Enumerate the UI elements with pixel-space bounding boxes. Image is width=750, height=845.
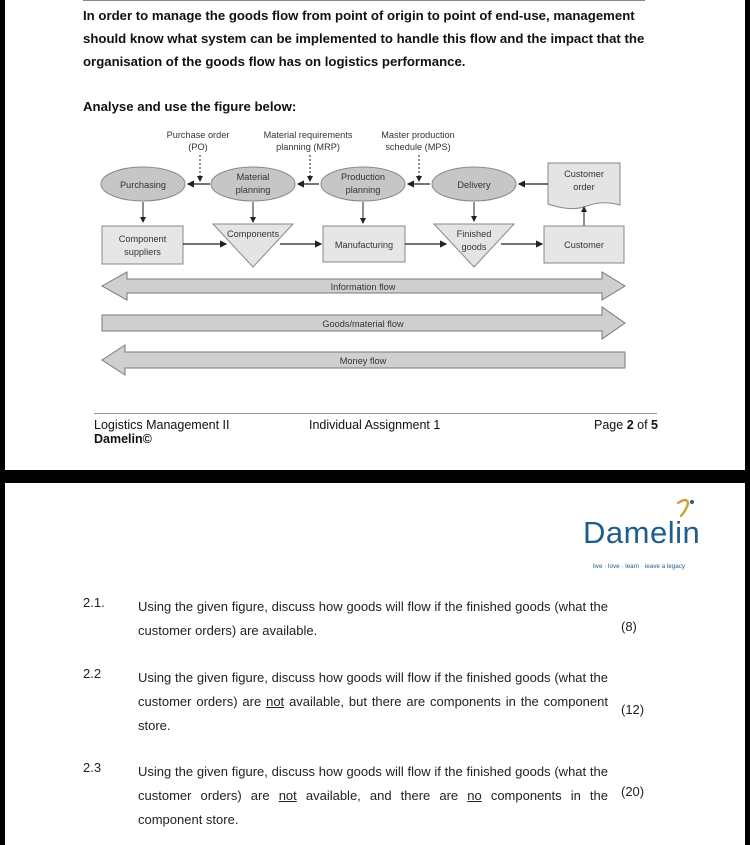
question-number: 2.3 <box>83 760 102 775</box>
customer-label: Customer <box>564 240 604 250</box>
footer-brand: Damelin© <box>94 432 152 446</box>
customer-order-label: Customer <box>564 169 604 179</box>
component-suppliers-box <box>102 226 183 264</box>
page-prefix: Page <box>594 418 624 432</box>
mrp-label: Material requirements <box>263 130 353 140</box>
po-label-abbr: (PO) <box>188 142 208 152</box>
document-page-3 <box>5 483 745 845</box>
logo-tagline: live · love · learn · leave a legacy <box>593 563 686 570</box>
goods-flow-label: Goods/material flow <box>322 319 404 329</box>
goods-flow-figure <box>5 0 745 410</box>
po-label: Purchase order <box>166 130 230 140</box>
footer-course: Logistics Management II <box>94 418 230 432</box>
components-label: Components <box>226 229 280 239</box>
page-total: 5 <box>651 418 658 432</box>
question-emphasis: not <box>266 694 285 709</box>
question-number: 2.1. <box>83 595 105 610</box>
document-page-2 <box>5 0 745 470</box>
page-of: of <box>637 418 648 432</box>
question-text-part: Using the given figure, discuss how goods will flow if the finished goods (what the customer orders) are <box>138 670 608 709</box>
footer-assignment: Individual Assignment 1 <box>309 418 441 432</box>
question-emphasis: not <box>278 788 297 803</box>
question-text-part: Using the given figure, discuss how goods will flow if the finished goods (what the customer orders) are <box>138 764 608 803</box>
component-suppliers-label: Component <box>118 234 167 244</box>
customer-order-label-2: order <box>573 182 595 192</box>
component-suppliers-label-2: suppliers <box>124 247 161 257</box>
delivery-label: Delivery <box>457 180 491 190</box>
material-planning-label: Material <box>236 172 270 182</box>
question-text-part: components in the component store. <box>138 788 608 827</box>
purchasing-label: Purchasing <box>120 180 166 190</box>
information-flow-label: Information flow <box>330 282 396 292</box>
question-marks: (20) <box>621 784 645 799</box>
page-current: 2 <box>626 418 634 432</box>
damelin-logo <box>583 497 723 573</box>
footer-left <box>94 418 230 446</box>
money-flow-label: Money flow <box>339 356 387 366</box>
finished-goods-label: Finished <box>456 229 492 239</box>
finished-goods-label-2: goods <box>461 242 487 252</box>
question-text <box>138 760 608 832</box>
question-marks: (8) <box>621 619 637 634</box>
footer-page-number <box>594 418 658 432</box>
mps-label-abbr: schedule (MPS) <box>385 142 451 152</box>
analyse-heading: Analyse and use the figure below: <box>83 99 297 114</box>
question-text: Using the given figure, discuss how goods will flow if the finished goods (what the customer orders) are available. <box>138 599 608 638</box>
footer-rule <box>94 413 657 414</box>
production-planning-label-2: planning <box>345 185 381 195</box>
mrp-label-abbr: planning (MRP) <box>276 142 340 152</box>
logo-wordmark: Damelin <box>583 515 701 550</box>
mps-label: Master production <box>381 130 455 140</box>
question-emphasis: no <box>467 788 482 803</box>
question-number: 2.2 <box>83 666 102 681</box>
intro-paragraph: In order to manage the goods flow from point of origin to point of end-use, management should know what system can be implemented to handle this flow and the impact that the organisation of the goods flow has on logistics performance. <box>83 8 645 69</box>
production-planning-label: Production <box>341 172 385 182</box>
question-text-part: available, and there are <box>305 788 459 803</box>
material-planning-label-2: planning <box>235 185 271 195</box>
question-text <box>138 666 608 738</box>
question-text-part: available, but there are components in the component store. <box>138 694 608 733</box>
manufacturing-label: Manufacturing <box>334 240 394 250</box>
question-marks: (12) <box>621 702 645 717</box>
